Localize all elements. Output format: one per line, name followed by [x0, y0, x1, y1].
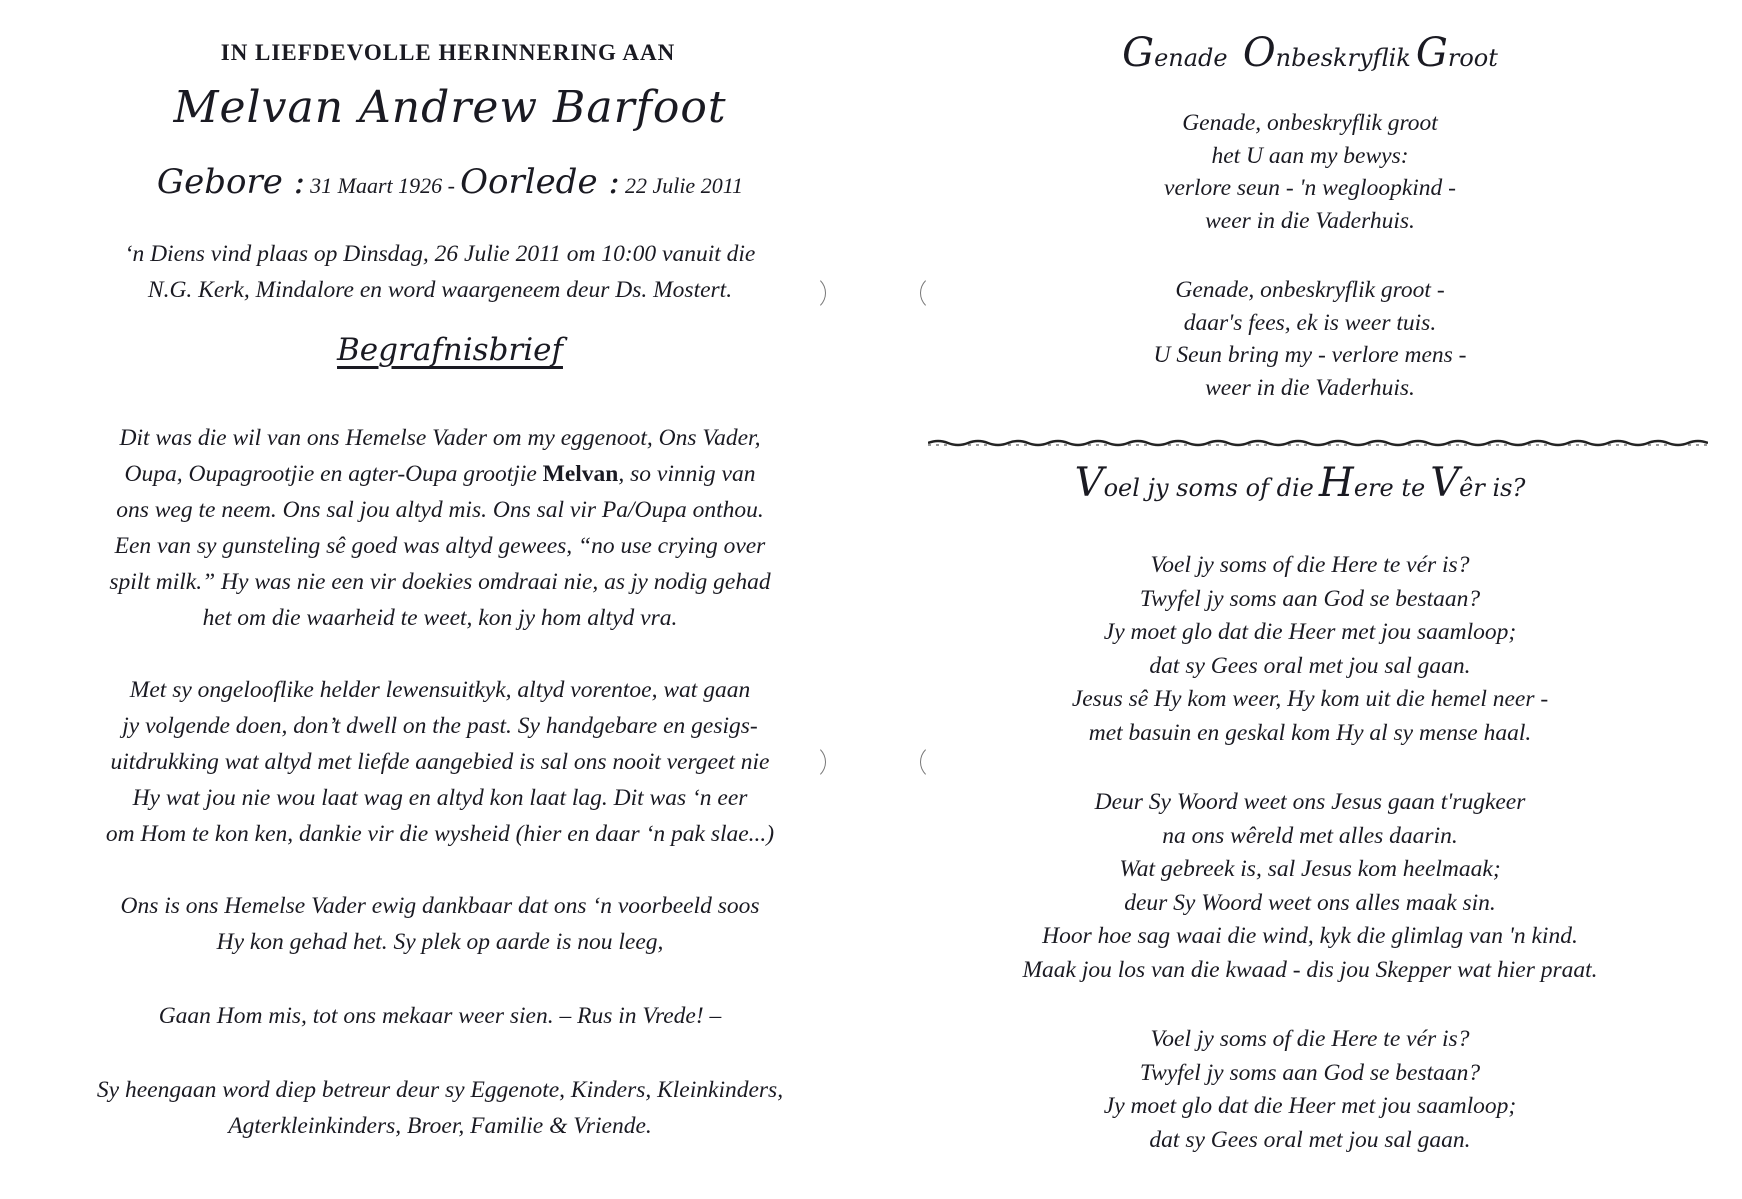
- service-notice: [40, 236, 840, 308]
- poem-line: het U aan my bewys:: [1211, 142, 1409, 169]
- died-date: 22 Julie 2011: [624, 173, 744, 198]
- memorial-header: IN LIEFDEVOLLE HERINNERING AAN: [220, 40, 676, 65]
- poem-line: deur Sy Woord weet ons alles maak sin.: [1124, 889, 1496, 916]
- deceased-name: Melvan Andrew Barfoot: [173, 82, 727, 133]
- right-page: [880, 0, 1742, 1199]
- poem-line: Twyfel jy soms aan God se bestaan?: [1139, 585, 1481, 612]
- poem-2-stanza-1: [940, 549, 1680, 750]
- ornamental-divider: [928, 436, 1708, 450]
- text-line: Met sy ongelooflike helder lewensuitkyk, altyd vorentoe, wat gaan: [129, 677, 751, 703]
- poem-line: Voel jy soms of die Here te vér is?: [1150, 552, 1470, 578]
- text-line: ons weg te neem. Ons sal jou altyd mis. Ons sal vir Pa/Oupa onthou.: [116, 497, 764, 523]
- text-line: Hy wat jou nie wou laat wag en altyd kon laat lag. Dit was ‘n eer: [132, 785, 748, 811]
- text-line: om Hom te kon ken, dankie vir die wysheid (hier en daar ‘n pak slae...): [105, 821, 775, 847]
- poem-line: weer in die Vaderhuis.: [1205, 374, 1415, 401]
- text-line: Een van sy gunsteling sê goed was altyd gewees, “no use crying over: [114, 533, 766, 559]
- poem-line: verlore seun - 'n wegloopkind -: [1164, 175, 1456, 201]
- service-line: N.G. Kerk, Mindalore en word waargeneem deur Ds. Mostert.: [147, 277, 733, 303]
- text-fragment: , so vinnig van: [618, 461, 756, 487]
- poem-line: dat sy Gees oral met jou sal gaan.: [1149, 652, 1471, 679]
- poem-line: Jy moet glo dat die Heer met jou saamloop;: [1103, 619, 1517, 645]
- text-line: Hy kon gehad het. Sy plek op aarde is nou leeg,: [216, 929, 664, 955]
- text-line: Sy heengaan word diep betreur deur sy Eggenote, Kinders, Kleinkinders,: [96, 1077, 784, 1103]
- poem-1-stanza-2: [940, 274, 1680, 404]
- text-line: [40, 456, 840, 492]
- service-line: ‘n Diens vind plaas op Dinsdag, 26 Julie 2011 om 10:00 vanuit die: [124, 241, 756, 267]
- poem-line: Genade, onbeskryflik groot: [1182, 110, 1438, 136]
- text-line: uitdrukking wat altyd met liefde aangebied is sal ons nooit vergeet nie: [110, 749, 770, 775]
- poem-line: Maak jou los van die kwaad - dis jou Skepper wat hier praat.: [1022, 956, 1598, 983]
- poem-2-stanza-3: [940, 1023, 1680, 1157]
- poem-line: met basuin en geskal kom Hy al sy mense haal.: [1088, 719, 1532, 746]
- poem-line: weer in die Vaderhuis.: [1205, 207, 1415, 234]
- title-initial: G: [1415, 30, 1448, 76]
- title-initial: H: [1318, 460, 1354, 506]
- paragraph-5: [40, 1072, 840, 1144]
- poem-line: na ons wêreld met alles daarin.: [1162, 822, 1458, 849]
- poem-line: U Seun bring my - verlore mens -: [1153, 342, 1467, 368]
- died-label: Oorlede :: [460, 162, 620, 202]
- poem-2-title: [920, 460, 1680, 506]
- title-initial: V: [1074, 460, 1104, 506]
- poem-line: Voel jy soms of die Here te vér is?: [1150, 1026, 1470, 1052]
- poem-line: Deur Sy Woord weet ons Jesus gaan t'rugkeer: [1094, 789, 1526, 815]
- paragraph-2: [40, 672, 840, 852]
- title-word: enade: [1154, 44, 1228, 72]
- born-date: 31 Maart 1926 -: [310, 173, 455, 198]
- poem-line: Jy moet glo dat die Heer met jou saamloop;: [1103, 1093, 1517, 1119]
- life-dates: [80, 162, 820, 202]
- highlighted-name: Melvan: [542, 461, 619, 487]
- poem-line: Jesus sê Hy kom weer, Hy kom uit die hemel neer -: [1071, 686, 1549, 712]
- text-line: Dit was die wil van ons Hemelse Vader om my eggenoot, Ons Vader,: [119, 425, 761, 451]
- poem-line: Hoor hoe sag waai die wind, kyk die glimlag van 'n kind.: [1042, 923, 1578, 949]
- binder-hole-icon: [790, 275, 826, 311]
- poem-line: dat sy Gees oral met jou sal gaan.: [1149, 1126, 1471, 1153]
- poem-1-stanza-1: [940, 107, 1680, 237]
- poem-line: Twyfel jy soms aan God se bestaan?: [1139, 1059, 1481, 1086]
- title-word: êr is?: [1459, 474, 1526, 502]
- poem-line: Genade, onbeskryflik groot -: [1175, 277, 1445, 303]
- title-initial: G: [1122, 30, 1155, 76]
- text-line: Agterkleinkinders, Broer, Familie & Vriende.: [228, 1113, 652, 1139]
- title-word: ere te: [1353, 474, 1426, 502]
- title-word: nbeskryflik: [1275, 44, 1411, 72]
- text-line: Gaan Hom mis, tot ons mekaar weer sien. – Rus in Vrede! –: [158, 1003, 722, 1029]
- text-line: jy volgende doen, don’t dwell on the past. Sy handgebare en gesigs-: [122, 713, 758, 739]
- section-title: Begrafnisbrief: [337, 332, 563, 368]
- text-fragment: Oupa, Oupagrootjie en agter-Oupa grootjie: [124, 461, 537, 487]
- text-line: spilt milk.” Hy was nie een vir doekies omdraai nie, as jy nodig gehad: [109, 569, 771, 595]
- binder-hole-icon: [790, 744, 826, 780]
- paragraph-3: [40, 888, 840, 960]
- title-word: root: [1447, 44, 1498, 72]
- poem-2-stanza-2: [940, 786, 1680, 987]
- title-word: oel jy soms of die: [1103, 474, 1314, 502]
- poem-line: Wat gebreek is, sal Jesus kom heelmaak;: [1119, 856, 1501, 882]
- text-line: het om die waarheid te weet, kon jy hom altyd vra.: [202, 605, 678, 631]
- poem-line: daar's fees, ek is weer tuis.: [1183, 309, 1437, 336]
- poem-1-title: [980, 30, 1640, 76]
- text-line: Ons is ons Hemelse Vader ewig dankbaar dat ons ‘n voorbeeld soos: [120, 893, 760, 919]
- born-label: Gebore :: [156, 162, 306, 202]
- paragraph-4: [40, 998, 840, 1034]
- paragraph-1: [40, 420, 840, 636]
- title-initial: V: [1430, 460, 1460, 506]
- title-initial: O: [1242, 30, 1276, 76]
